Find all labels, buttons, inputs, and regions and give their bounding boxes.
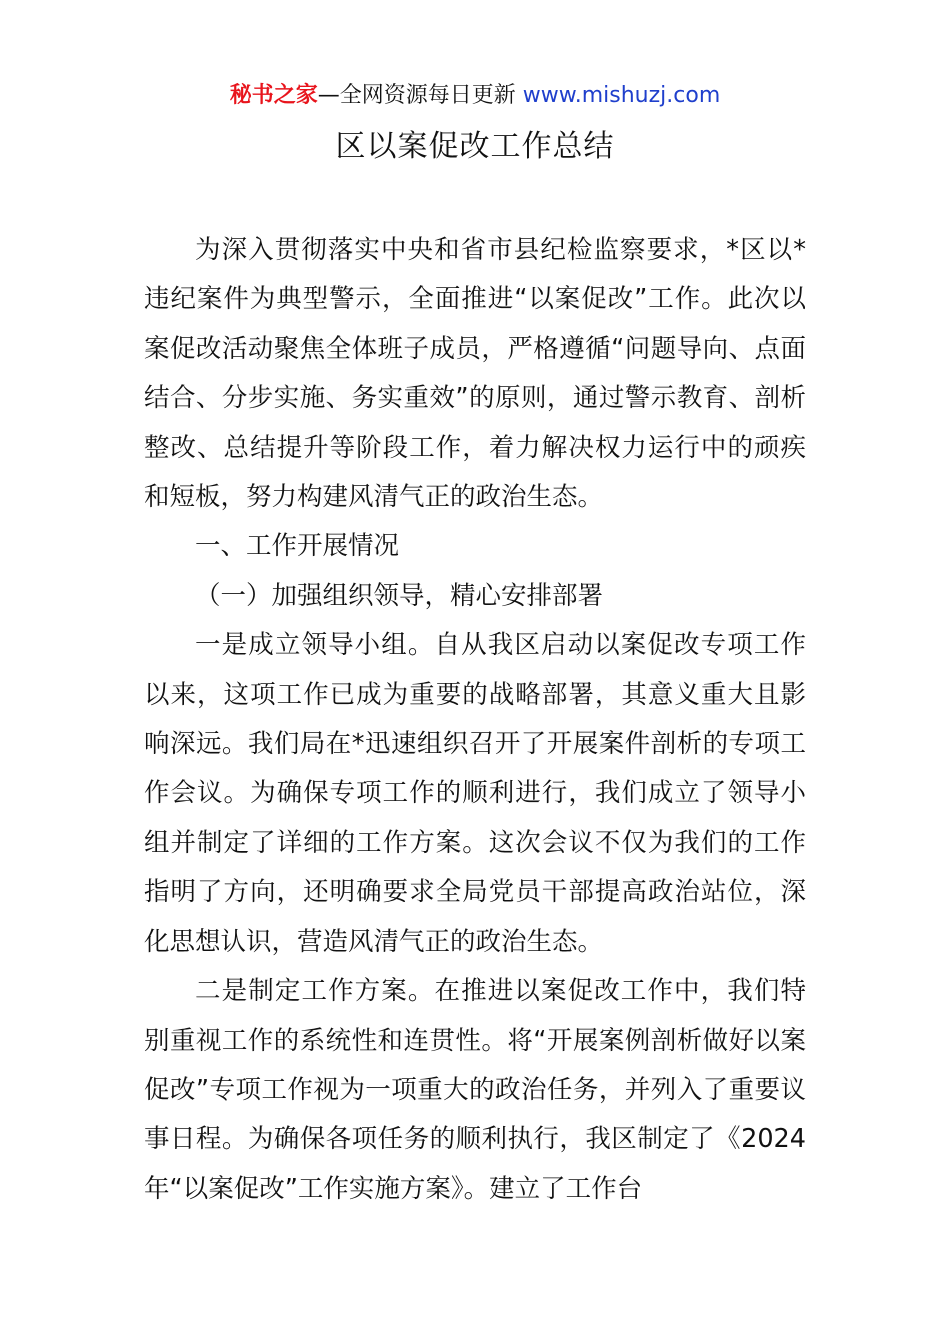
body-paragraph-1: 一是成立领导小组。自从我区启动以案促改专项工作以来，这项工作已成为重要的战略部署，其意义重大且影响深远。我们局在*迅速组织召开了开展案件剖析的专项工作会议。为确保专项工作的顺利进行，我们成立了领导小组并制定了详细的工作方案。这次会议不仅为我们的工作指明了方向，还明确要求全局党员干部提高政治站位，深化思想认识，营造风清气正的政治生态。 <box>144 630 806 957</box>
watermark-brand: 秘书之家 <box>229 83 318 108</box>
document-body <box>144 226 806 1214</box>
watermark-url[interactable]: www.mishuzj.com <box>522 83 721 108</box>
body-paragraph-2: 二是制定工作方案。在推进以案促改工作中，我们特别重视工作的系统性和连贯性。将“开展案例剖析做好以案促改”专项工作视为一项重大的政治任务，并列入了重要议事日程。为确保各项任务的顺利执行，我区制定了《2024年“以案促改”工作实施方案》。建立了工作台 <box>144 976 806 1204</box>
intro-paragraph: 为深入贯彻落实中央和省市县纪检监察要求，*区以*违纪案件为典型警示，全面推进“以案促改”工作。此次以案促改活动聚焦全体班子成员，严格遵循“问题导向、点面结合、分步实施、务实重效”的原则，通过警示教育、剖析整改、总结提升等阶段工作，着力解决权力运行中的顽疾和短板，努力构建风清气正的政治生态。 <box>144 235 806 513</box>
watermark-slogan: —全网资源每日更新 <box>317 83 516 108</box>
subsection-heading: （一）加强组织领导，精心安排部署 <box>195 580 604 611</box>
document-title: 区以案促改工作总结 <box>335 129 615 164</box>
section-heading: 一、工作开展情况 <box>195 531 400 562</box>
watermark-header <box>0 80 950 112</box>
